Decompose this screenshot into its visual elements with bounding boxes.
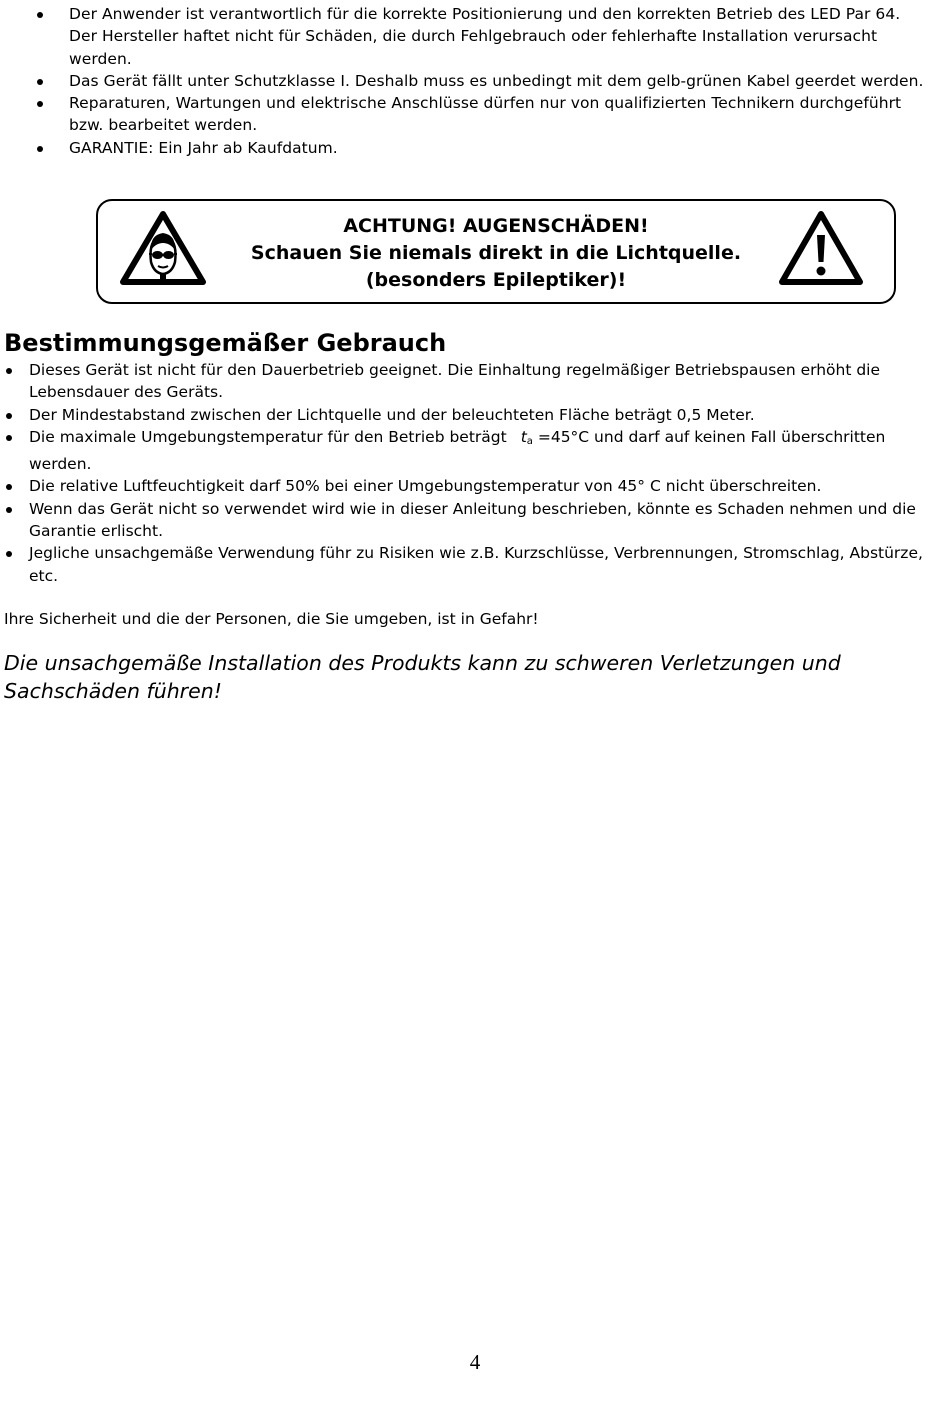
intro-bullet-list xyxy=(28,3,928,159)
ambient-temp-symbol: $t_a$ xyxy=(520,427,533,447)
temp-text-after: =45°C und darf auf keinen Fall überschritten werden. xyxy=(29,427,886,474)
intended-use-list xyxy=(4,359,924,587)
list-item: Der Anwender ist verantwortlich für die korrekte Positionierung und den korrekten Betrieb des LED Par 64. Der Hersteller haftet nicht für Schäden, die durch Fehlgebrauch oder fehlerhafte Installation verursacht werden. xyxy=(28,3,928,70)
installation-warning: Die unsachgemäße Installation des Produkts kann zu schweren Verletzungen und Sachschäden führen! xyxy=(4,651,841,703)
list-item: Wenn das Gerät nicht so verwendet wird wie in dieser Anleitung beschrieben, könnte es Schaden nehmen und die Garantie erlischt. xyxy=(4,498,924,543)
warning-line: Schauen Sie niemals direkt in die Lichtquelle. xyxy=(250,242,742,264)
temp-text-before: Die maximale Umgebungstemperatur für den Betrieb beträgt xyxy=(29,427,507,446)
warning-text xyxy=(213,213,779,294)
list-item: Der Mindestabstand zwischen der Lichtquelle und der beleuchteten Fläche beträgt 0,5 Meter. xyxy=(4,404,924,426)
section-title: Bestimmungsgemäßer Gebrauch xyxy=(4,329,447,357)
list-item: Die relative Luftfeuchtigkeit darf 50% bei einer Umgebungstemperatur von 45° C nicht überschreiten. xyxy=(4,475,924,497)
list-item: Jegliche unsachgemäße Verwendung führ zu Risiken wie z.B. Kurzschlüsse, Verbrennungen, Stromschlag, Abstürze, etc. xyxy=(4,542,924,587)
eye-protection-warning-icon xyxy=(120,210,206,286)
warning-title: ACHTUNG! AUGENSCHÄDEN! xyxy=(343,215,649,237)
warning-line: (besonders Epileptiker)! xyxy=(365,269,627,291)
list-item xyxy=(4,426,924,476)
list-item: Das Gerät fällt unter Schutzklasse I. Deshalb muss es unbedingt mit dem gelb-grünen Kabel geerdet werden. xyxy=(28,70,928,92)
eye-damage-warning-box xyxy=(96,199,896,304)
page-number: 4 xyxy=(469,1350,481,1374)
list-item: GARANTIE: Ein Jahr ab Kaufdatum. xyxy=(28,137,928,159)
safety-note: Ihre Sicherheit und die der Personen, die Sie umgeben, ist in Gefahr! xyxy=(4,610,539,628)
exclamation-warning-icon xyxy=(779,210,863,286)
list-item: Dieses Gerät ist nicht für den Dauerbetrieb geeignet. Die Einhaltung regelmäßiger Betriebspausen erhöht die Lebensdauer des Geräts. xyxy=(4,359,924,404)
list-item: Reparaturen, Wartungen und elektrische Anschlüsse dürfen nur von qualifizierten Technikern durchgeführt bzw. bearbeitet werden. xyxy=(28,92,928,137)
